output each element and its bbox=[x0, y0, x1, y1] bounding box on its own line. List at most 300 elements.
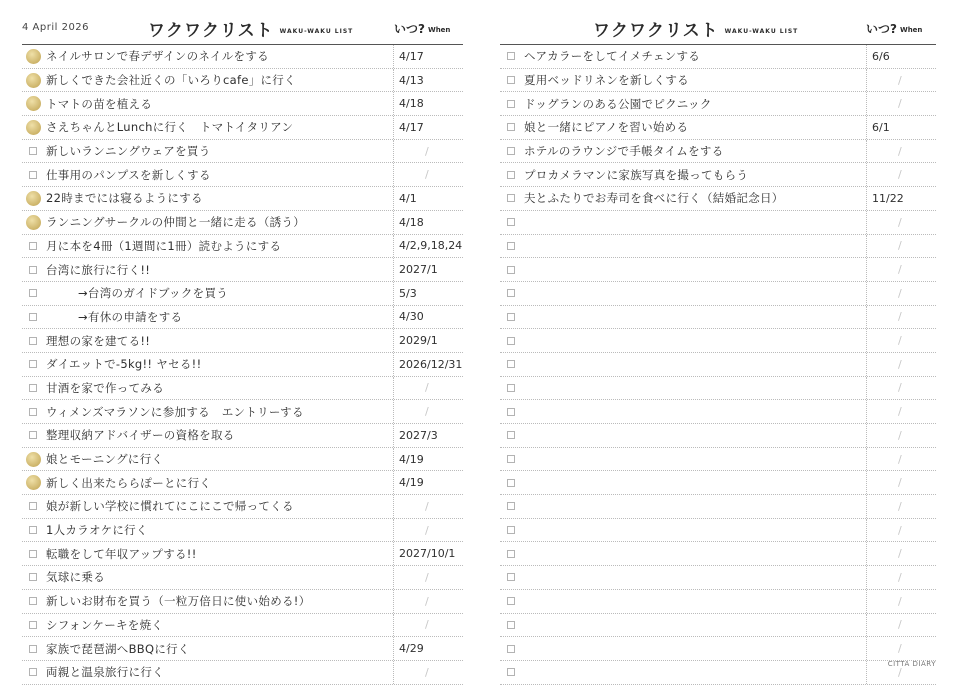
when-value: 4/2,9,18,24 bbox=[399, 239, 463, 253]
checkbox-icon[interactable] bbox=[507, 123, 515, 131]
list-item-marker[interactable] bbox=[22, 566, 44, 589]
empty-when-slash: / bbox=[898, 618, 902, 632]
checkbox-icon[interactable] bbox=[29, 597, 37, 605]
checkbox-icon[interactable] bbox=[507, 242, 515, 250]
checkbox-icon[interactable] bbox=[507, 668, 515, 676]
empty-when-slash: / bbox=[425, 168, 429, 182]
list-item-marker[interactable] bbox=[500, 448, 522, 471]
when-cell[interactable] bbox=[866, 519, 936, 542]
list-item bbox=[500, 306, 936, 330]
list-item bbox=[22, 306, 463, 330]
when-cell[interactable] bbox=[866, 92, 936, 115]
checkbox-icon[interactable] bbox=[29, 171, 37, 179]
list-item-marker[interactable] bbox=[22, 140, 44, 163]
left-page-header bbox=[22, 0, 463, 44]
list-item-text[interactable]: 転職をして年収アップする!! bbox=[46, 546, 197, 561]
checkbox-icon[interactable] bbox=[507, 455, 515, 463]
list-item bbox=[22, 353, 463, 377]
page-title bbox=[593, 16, 798, 41]
empty-when-slash: / bbox=[425, 405, 429, 419]
list-item bbox=[500, 187, 936, 211]
when-cell[interactable] bbox=[866, 590, 936, 613]
when-cell[interactable] bbox=[866, 329, 936, 352]
when-cell[interactable] bbox=[866, 400, 936, 423]
list-item-text[interactable]: 夏用ベッドリネンを新しくする bbox=[524, 73, 689, 88]
list-item-marker[interactable] bbox=[22, 45, 44, 68]
checkbox-icon[interactable] bbox=[507, 502, 515, 510]
when-value: 4/19 bbox=[399, 476, 424, 490]
list-item bbox=[500, 140, 936, 164]
checkbox-icon[interactable] bbox=[29, 668, 37, 676]
list-item-marker[interactable] bbox=[22, 519, 44, 542]
checkbox-icon[interactable] bbox=[29, 573, 37, 581]
when-value: 6/1 bbox=[872, 120, 890, 134]
checkbox-icon[interactable] bbox=[507, 76, 515, 84]
page-title-text: ワクワクリスト bbox=[148, 21, 274, 41]
list-item bbox=[500, 163, 936, 187]
checkbox-icon[interactable] bbox=[29, 266, 37, 274]
when-cell[interactable] bbox=[393, 187, 463, 210]
list-item-marker[interactable] bbox=[22, 69, 44, 92]
list-item bbox=[500, 448, 936, 472]
empty-when-slash: / bbox=[898, 168, 902, 182]
empty-when-slash: / bbox=[898, 547, 902, 561]
when-value: 2027/3 bbox=[399, 428, 438, 442]
list-item-text[interactable]: 娘が新しい学校に慣れてにこにこで帰ってくる bbox=[46, 499, 294, 514]
list-item-text[interactable]: ランニングサークルの仲間と一緒に走る（誘う） bbox=[46, 215, 306, 230]
when-value: 4/29 bbox=[399, 642, 424, 656]
list-item bbox=[22, 471, 463, 495]
when-cell[interactable] bbox=[393, 329, 463, 352]
list-item-marker[interactable] bbox=[500, 637, 522, 660]
when-cell[interactable] bbox=[393, 353, 463, 376]
checkbox-icon[interactable] bbox=[507, 52, 515, 60]
when-cell[interactable] bbox=[393, 661, 463, 684]
when-cell[interactable] bbox=[393, 235, 463, 258]
when-cell[interactable] bbox=[393, 377, 463, 400]
list-item-marker[interactable] bbox=[500, 306, 522, 329]
list-item-marker[interactable] bbox=[500, 614, 522, 637]
when-cell[interactable] bbox=[866, 187, 936, 210]
list-item bbox=[22, 424, 463, 448]
list-item-marker[interactable] bbox=[22, 661, 44, 684]
list-item bbox=[500, 329, 936, 353]
checkbox-icon[interactable] bbox=[29, 384, 37, 392]
list-item bbox=[500, 116, 936, 140]
empty-when-slash: / bbox=[898, 73, 902, 87]
when-cell[interactable] bbox=[866, 306, 936, 329]
empty-when-slash: / bbox=[898, 476, 902, 490]
empty-when-slash: / bbox=[898, 239, 902, 253]
empty-when-slash: / bbox=[898, 286, 902, 300]
when-column-header bbox=[866, 20, 922, 37]
empty-when-slash: / bbox=[898, 642, 902, 656]
list-item-marker[interactable] bbox=[500, 495, 522, 518]
checkbox-icon[interactable] bbox=[29, 313, 37, 321]
list-item bbox=[22, 614, 463, 638]
when-value: 4/18 bbox=[399, 97, 424, 111]
list-item-text[interactable]: 22時までには寝るようにする bbox=[46, 191, 203, 206]
when-cell[interactable] bbox=[866, 45, 936, 68]
list-item-marker[interactable] bbox=[500, 566, 522, 589]
list-item-text[interactable]: 娘とモーニングに行く bbox=[46, 452, 164, 467]
when-cell[interactable] bbox=[866, 471, 936, 494]
when-cell[interactable] bbox=[393, 258, 463, 281]
list-item-marker[interactable] bbox=[500, 282, 522, 305]
list-item bbox=[500, 45, 936, 69]
empty-when-slash: / bbox=[898, 357, 902, 371]
list-item bbox=[500, 590, 936, 614]
page-title-text: ワクワクリスト bbox=[593, 21, 719, 41]
empty-when-slash: / bbox=[425, 594, 429, 608]
when-cell[interactable] bbox=[393, 471, 463, 494]
checkbox-icon[interactable] bbox=[507, 408, 515, 416]
when-cell[interactable] bbox=[866, 614, 936, 637]
list-item-marker[interactable] bbox=[500, 400, 522, 423]
when-label: いつ? bbox=[866, 22, 897, 36]
list-item-marker[interactable] bbox=[500, 163, 522, 186]
checkbox-icon[interactable] bbox=[29, 526, 37, 534]
list-item-text[interactable]: →有休の申請をする bbox=[78, 309, 183, 324]
page-title-sub: WAKU-WAKU LIST bbox=[724, 27, 799, 35]
when-value: 2026/12/31 bbox=[399, 357, 463, 371]
gold-circle-sticker-icon[interactable] bbox=[26, 452, 41, 467]
checkbox-icon[interactable] bbox=[507, 431, 515, 439]
list-item bbox=[500, 637, 936, 661]
list-item-marker[interactable] bbox=[500, 329, 522, 352]
when-cell[interactable] bbox=[393, 495, 463, 518]
checkbox-icon[interactable] bbox=[29, 289, 37, 297]
checkbox-icon[interactable] bbox=[507, 384, 515, 392]
list-item-marker[interactable] bbox=[22, 400, 44, 423]
list-item-marker[interactable] bbox=[22, 542, 44, 565]
when-cell[interactable] bbox=[393, 448, 463, 471]
when-value: 2029/1 bbox=[399, 334, 438, 348]
checkbox-icon[interactable] bbox=[29, 502, 37, 510]
when-cell[interactable] bbox=[393, 92, 463, 115]
when-cell[interactable] bbox=[393, 400, 463, 423]
list-item-marker[interactable] bbox=[22, 471, 44, 494]
when-cell[interactable] bbox=[866, 495, 936, 518]
list-item-text[interactable]: 理想の家を建てる!! bbox=[46, 333, 151, 348]
when-cell[interactable] bbox=[866, 116, 936, 139]
checkbox-icon[interactable] bbox=[507, 597, 515, 605]
empty-when-slash: / bbox=[425, 381, 429, 395]
checkbox-icon[interactable] bbox=[507, 360, 515, 368]
list-item bbox=[500, 282, 936, 306]
gold-circle-sticker-icon[interactable] bbox=[26, 96, 41, 111]
checkbox-icon[interactable] bbox=[29, 337, 37, 345]
when-cell[interactable] bbox=[866, 69, 936, 92]
checkbox-icon[interactable] bbox=[29, 621, 37, 629]
list-item-text[interactable]: ヘアカラーをしてイメチェンする bbox=[524, 49, 701, 64]
checkbox-icon[interactable] bbox=[29, 242, 37, 250]
list-item-text[interactable]: 新しいランニングウェアを買う bbox=[46, 144, 211, 159]
list-item-marker[interactable] bbox=[22, 637, 44, 660]
list-item bbox=[22, 566, 463, 590]
list-item bbox=[500, 235, 936, 259]
list-item-marker[interactable] bbox=[22, 377, 44, 400]
when-cell[interactable] bbox=[393, 282, 463, 305]
list-item-text[interactable]: ウィメンズマラソンに参加する エントリーする bbox=[46, 404, 304, 419]
when-cell[interactable] bbox=[866, 211, 936, 234]
when-value: 2027/1 bbox=[399, 263, 438, 277]
when-cell[interactable] bbox=[393, 140, 463, 163]
when-column-header bbox=[394, 20, 450, 37]
list-item bbox=[22, 282, 463, 306]
when-cell[interactable] bbox=[393, 163, 463, 186]
gold-circle-sticker-icon[interactable] bbox=[26, 49, 41, 64]
gold-circle-sticker-icon[interactable] bbox=[26, 73, 41, 88]
page-title bbox=[148, 16, 353, 41]
list-item bbox=[22, 542, 463, 566]
empty-when-slash: / bbox=[425, 665, 429, 679]
checkbox-icon[interactable] bbox=[507, 621, 515, 629]
left-wish-list bbox=[22, 44, 463, 685]
checkbox-icon[interactable] bbox=[507, 526, 515, 534]
list-item-marker[interactable] bbox=[500, 211, 522, 234]
list-item-text[interactable]: ドッグランのある公園でピクニック bbox=[524, 96, 712, 111]
gold-circle-sticker-icon[interactable] bbox=[26, 191, 41, 206]
list-item bbox=[500, 424, 936, 448]
list-item-marker[interactable] bbox=[22, 211, 44, 234]
empty-when-slash: / bbox=[898, 452, 902, 466]
gold-circle-sticker-icon[interactable] bbox=[26, 475, 41, 490]
empty-when-slash: / bbox=[898, 334, 902, 348]
empty-when-slash: / bbox=[425, 618, 429, 632]
when-cell[interactable] bbox=[866, 448, 936, 471]
list-item-text[interactable]: 気球に乗る bbox=[46, 570, 105, 585]
when-cell[interactable] bbox=[866, 542, 936, 565]
list-item-marker[interactable] bbox=[500, 92, 522, 115]
list-item-text[interactable]: 家族で琵琶湖へBBQに行く bbox=[46, 641, 190, 656]
list-item-text[interactable]: →台湾のガイドブックを買う bbox=[78, 286, 229, 301]
when-value: 4/1 bbox=[399, 191, 417, 205]
list-item-text[interactable]: 夫とふたりでお寿司を食べに行く（結婚記念日） bbox=[524, 191, 784, 206]
checkbox-icon[interactable] bbox=[29, 431, 37, 439]
list-item-marker[interactable] bbox=[22, 590, 44, 613]
list-item-marker[interactable] bbox=[22, 448, 44, 471]
gold-circle-sticker-icon[interactable] bbox=[26, 120, 41, 135]
list-item-marker[interactable] bbox=[22, 258, 44, 281]
brand-footer: CITTA DIARY bbox=[887, 660, 936, 668]
when-cell[interactable] bbox=[393, 519, 463, 542]
when-cell[interactable] bbox=[866, 377, 936, 400]
when-cell[interactable] bbox=[393, 45, 463, 68]
list-item-text[interactable]: 月に本を4冊（1週間に1冊）読むようにする bbox=[46, 238, 282, 253]
list-item-marker[interactable] bbox=[500, 140, 522, 163]
list-item bbox=[22, 377, 463, 401]
list-item-marker[interactable] bbox=[500, 353, 522, 376]
checkbox-icon[interactable] bbox=[507, 218, 515, 226]
empty-when-slash: / bbox=[898, 499, 902, 513]
list-item-marker[interactable] bbox=[22, 306, 44, 329]
checkbox-icon[interactable] bbox=[29, 360, 37, 368]
checkbox-icon[interactable] bbox=[29, 408, 37, 416]
when-cell[interactable] bbox=[393, 116, 463, 139]
when-cell[interactable] bbox=[393, 566, 463, 589]
checkbox-icon[interactable] bbox=[507, 266, 515, 274]
list-item-text[interactable]: 整理収納アドバイザーの資格を取る bbox=[46, 428, 235, 443]
gold-circle-sticker-icon[interactable] bbox=[26, 215, 41, 230]
page-title-sub: WAKU-WAKU LIST bbox=[279, 27, 354, 35]
list-item-marker[interactable] bbox=[500, 661, 522, 684]
empty-when-slash: / bbox=[425, 570, 429, 584]
list-item-text[interactable]: 甘酒を家で作ってみる bbox=[46, 380, 164, 395]
list-item-text[interactable]: 新しくできた会社近くの「いろりcafe」に行く bbox=[46, 73, 296, 88]
list-item bbox=[500, 69, 936, 93]
list-item bbox=[22, 45, 463, 69]
list-item-text[interactable]: シフォンケーキを焼く bbox=[46, 617, 164, 632]
list-item bbox=[22, 140, 463, 164]
when-label: いつ? bbox=[394, 22, 425, 36]
checkbox-icon[interactable] bbox=[507, 645, 515, 653]
list-item-marker[interactable] bbox=[22, 282, 44, 305]
when-cell[interactable] bbox=[393, 637, 463, 660]
page-date: 4 April 2026 bbox=[22, 22, 90, 33]
list-item-marker[interactable] bbox=[500, 590, 522, 613]
list-item bbox=[500, 661, 936, 685]
when-value: 2027/10/1 bbox=[399, 547, 456, 561]
when-cell[interactable] bbox=[393, 590, 463, 613]
list-item bbox=[22, 519, 463, 543]
list-item-marker[interactable] bbox=[22, 353, 44, 376]
when-cell[interactable] bbox=[393, 614, 463, 637]
list-item-marker[interactable] bbox=[22, 614, 44, 637]
when-cell[interactable] bbox=[866, 424, 936, 447]
empty-when-slash: / bbox=[898, 381, 902, 395]
when-cell[interactable] bbox=[866, 566, 936, 589]
checkbox-icon[interactable] bbox=[507, 100, 515, 108]
list-item bbox=[500, 258, 936, 282]
when-cell[interactable] bbox=[393, 542, 463, 565]
right-page-header bbox=[500, 0, 936, 44]
checkbox-icon[interactable] bbox=[507, 313, 515, 321]
checkbox-icon[interactable] bbox=[29, 645, 37, 653]
list-item-marker[interactable] bbox=[500, 424, 522, 447]
when-value: 4/17 bbox=[399, 49, 424, 63]
when-cell[interactable] bbox=[866, 282, 936, 305]
list-item bbox=[22, 590, 463, 614]
list-item-marker[interactable] bbox=[500, 377, 522, 400]
checkbox-icon[interactable] bbox=[507, 550, 515, 558]
list-item-marker[interactable] bbox=[22, 116, 44, 139]
checkbox-icon[interactable] bbox=[507, 337, 515, 345]
list-item-text[interactable]: 娘と一緒にピアノを習い始める bbox=[524, 120, 689, 135]
list-item-marker[interactable] bbox=[500, 45, 522, 68]
checkbox-icon[interactable] bbox=[29, 550, 37, 558]
list-item-text[interactable]: 仕事用のパンプスを新しくする bbox=[46, 167, 211, 182]
list-item-text[interactable]: 新しいお財布を買う（一粒万倍日に使い始める!） bbox=[46, 594, 311, 609]
when-cell[interactable] bbox=[393, 211, 463, 234]
list-item-marker[interactable] bbox=[500, 519, 522, 542]
checkbox-icon[interactable] bbox=[507, 194, 515, 202]
empty-when-slash: / bbox=[898, 97, 902, 111]
list-item-text[interactable]: 1人カラオケに行く bbox=[46, 523, 148, 538]
list-item-marker[interactable] bbox=[22, 187, 44, 210]
when-cell[interactable] bbox=[393, 306, 463, 329]
when-value: 4/17 bbox=[399, 120, 424, 134]
list-item-marker[interactable] bbox=[500, 116, 522, 139]
checkbox-icon[interactable] bbox=[507, 171, 515, 179]
list-item-marker[interactable] bbox=[22, 329, 44, 352]
when-sub: When bbox=[899, 25, 923, 34]
empty-when-slash: / bbox=[898, 263, 902, 277]
list-item-text[interactable]: 両親と温泉旅行に行く bbox=[46, 665, 164, 680]
when-cell[interactable] bbox=[866, 637, 936, 660]
empty-when-slash: / bbox=[898, 144, 902, 158]
list-item bbox=[22, 235, 463, 259]
when-value: 11/22 bbox=[872, 191, 904, 205]
list-item-marker[interactable] bbox=[500, 471, 522, 494]
list-item bbox=[22, 258, 463, 282]
empty-when-slash: / bbox=[898, 594, 902, 608]
list-item-text[interactable]: トマトの苗を植える bbox=[46, 96, 153, 111]
list-item bbox=[22, 163, 463, 187]
list-item bbox=[500, 92, 936, 116]
list-item bbox=[500, 542, 936, 566]
list-item-text[interactable]: 台湾に旅行に行く!! bbox=[46, 262, 151, 277]
empty-when-slash: / bbox=[898, 310, 902, 324]
empty-when-slash: / bbox=[898, 215, 902, 229]
when-value: 4/30 bbox=[399, 310, 424, 324]
list-item-text[interactable]: 新しく出来たららぽーとに行く bbox=[46, 475, 212, 490]
list-item-marker[interactable] bbox=[22, 163, 44, 186]
list-item bbox=[22, 637, 463, 661]
when-cell[interactable] bbox=[393, 424, 463, 447]
list-item-marker[interactable] bbox=[500, 69, 522, 92]
list-item bbox=[22, 116, 463, 140]
list-item-text[interactable]: さえちゃんとLunchに行く トマトイタリアン bbox=[46, 120, 294, 135]
checkbox-icon[interactable] bbox=[507, 573, 515, 581]
list-item-marker[interactable] bbox=[22, 235, 44, 258]
list-item bbox=[500, 400, 936, 424]
checkbox-icon[interactable] bbox=[29, 147, 37, 155]
empty-when-slash: / bbox=[898, 405, 902, 419]
empty-when-slash: / bbox=[425, 144, 429, 158]
when-cell[interactable] bbox=[393, 69, 463, 92]
list-item-marker[interactable] bbox=[500, 542, 522, 565]
when-cell[interactable] bbox=[866, 163, 936, 186]
list-item bbox=[22, 661, 463, 685]
checkbox-icon[interactable] bbox=[507, 289, 515, 297]
empty-when-slash: / bbox=[425, 523, 429, 537]
list-item-marker[interactable] bbox=[22, 92, 44, 115]
checkbox-icon[interactable] bbox=[507, 479, 515, 487]
list-item bbox=[22, 92, 463, 116]
list-item-marker[interactable] bbox=[22, 495, 44, 518]
when-cell[interactable] bbox=[866, 140, 936, 163]
when-cell[interactable] bbox=[866, 353, 936, 376]
list-item-text[interactable]: プロカメラマンに家族写真を撮ってもらう bbox=[524, 167, 749, 182]
list-item-marker[interactable] bbox=[22, 424, 44, 447]
when-value: 4/13 bbox=[399, 73, 424, 87]
when-cell[interactable] bbox=[866, 235, 936, 258]
empty-when-slash: / bbox=[898, 428, 902, 442]
when-value: 5/3 bbox=[399, 286, 417, 300]
list-item-text[interactable]: ダイエットで-5kg!! ヤセる!! bbox=[46, 357, 202, 372]
list-item-marker[interactable] bbox=[500, 258, 522, 281]
list-item bbox=[22, 211, 463, 235]
list-item bbox=[500, 353, 936, 377]
checkbox-icon[interactable] bbox=[507, 147, 515, 155]
list-item-marker[interactable] bbox=[500, 187, 522, 210]
list-item-text[interactable]: ホテルのラウンジで手帳タイムをする bbox=[524, 144, 724, 159]
list-item-marker[interactable] bbox=[500, 235, 522, 258]
empty-when-slash: / bbox=[898, 570, 902, 584]
list-item-text[interactable]: ネイルサロンで春デザインのネイルをする bbox=[46, 49, 269, 64]
when-cell[interactable] bbox=[866, 258, 936, 281]
